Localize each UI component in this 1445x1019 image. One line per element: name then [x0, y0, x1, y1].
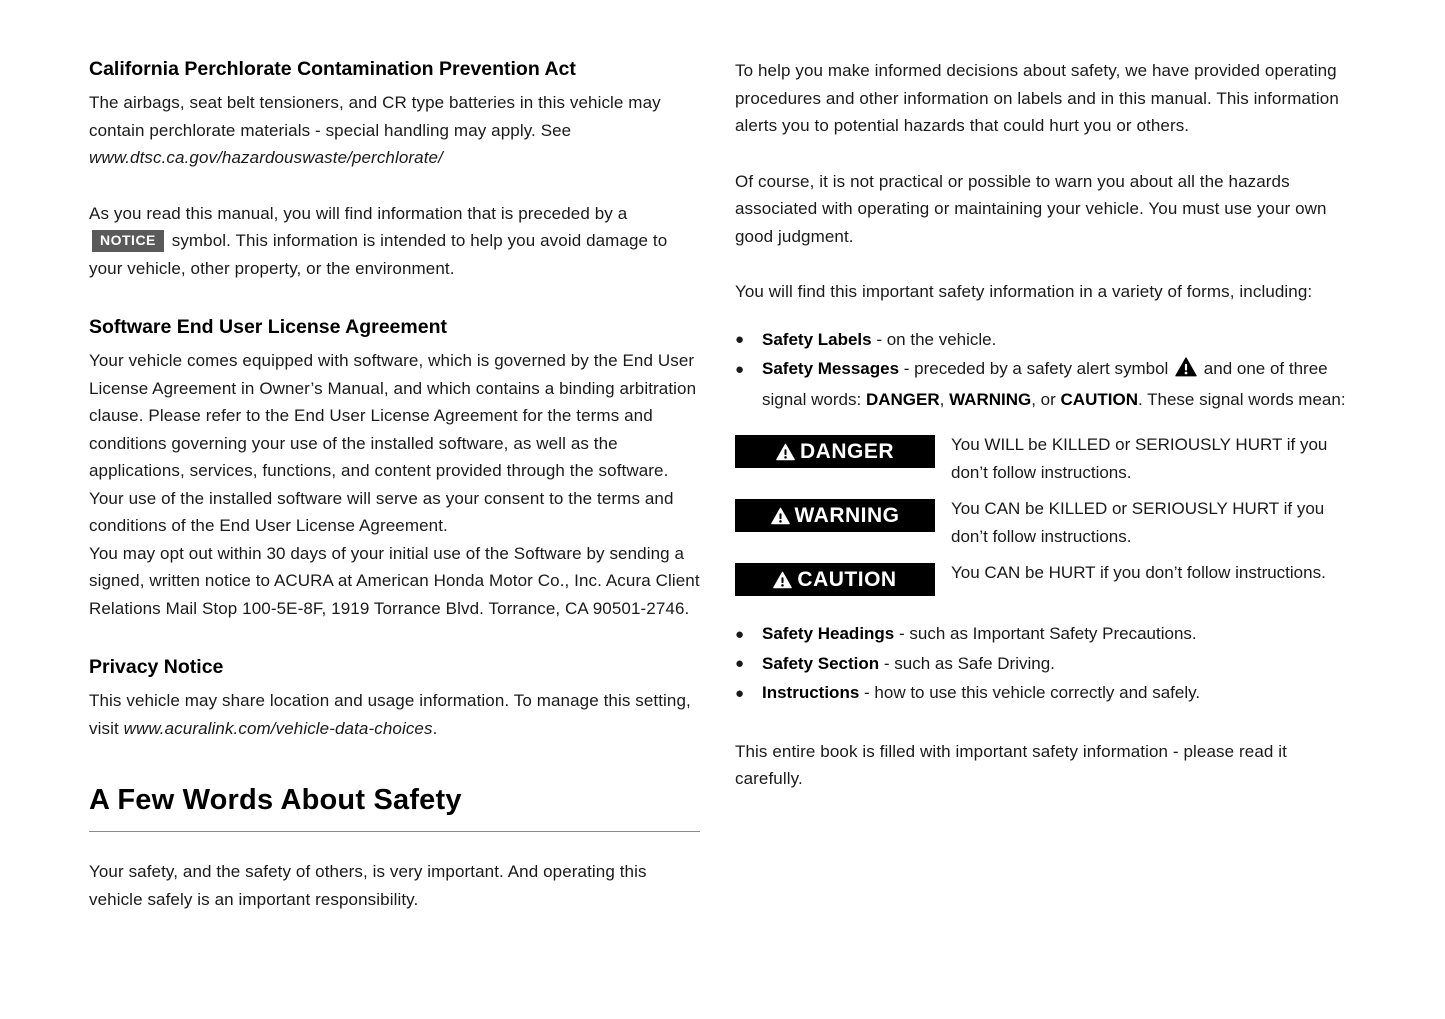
- danger-row: [735, 435, 1347, 486]
- warning-description: You CAN be KILLED or SERIOUSLY HURT if you don’t follow instructions.: [951, 499, 1325, 546]
- safety-section-label: Safety Section: [762, 653, 880, 673]
- right-column: [735, 57, 1347, 1019]
- software-eula-paragraph-1: Your vehicle comes equipped with software, which is governed by the End User License Agreement in Owner’s Manual, and which contains a binding arbitration clause. Please refer to the End User License Agreement for the terms and conditions governing your use of the installed software, as well as the applications, services, functions, and content provided through the software. Your use of the installed software will serve as your consent to the terms and conditions of the End User License Agreement.: [89, 351, 697, 535]
- signal-words-table: [735, 435, 1347, 596]
- caution-badge: [735, 563, 935, 596]
- signal-word-danger: DANGER: [865, 389, 940, 409]
- perchlorate-text: The airbags, seat belt tensioners, and CR type batteries in this vehicle may contain perchlorate materials - special handling may apply. See: [89, 93, 661, 140]
- section-heading-software-eula: Software End User License Agreement: [89, 316, 447, 338]
- left-column: [89, 57, 700, 1019]
- privacy-text: This vehicle may share location and usage information. To manage this setting, visit: [89, 691, 691, 738]
- title-divider: [89, 831, 700, 832]
- perchlorate-paragraph: [89, 89, 700, 172]
- safety-forms-list-continued: [735, 620, 1347, 707]
- caution-badge-label: CAUTION: [797, 567, 897, 591]
- warning-badge: [735, 499, 935, 532]
- safety-alert-icon: [1175, 357, 1197, 386]
- section-heading-perchlorate: California Perchlorate Contamination Prevention Act: [89, 58, 576, 80]
- notice-paragraph: [89, 200, 700, 283]
- signal-sep-1: ,: [939, 389, 950, 409]
- safety-labels-text: - on the vehicle.: [871, 329, 997, 349]
- list-item-safety-messages: [735, 355, 1347, 413]
- notice-text-before: As you read this manual, you will find information that is preceded by a: [89, 203, 628, 223]
- warning-badge-label: WARNING: [794, 503, 900, 527]
- safety-info-paragraph-3: You will find this important safety information in a variety of forms, including:: [735, 282, 1313, 301]
- bullet-icon: ●: [735, 655, 745, 672]
- safety-messages-seg-2: and one of three signal words:: [762, 359, 1328, 409]
- signal-word-warning: WARNING: [949, 389, 1032, 409]
- signal-word-caution: CAUTION: [1060, 389, 1138, 409]
- caution-row: [735, 563, 1347, 596]
- bullet-icon: ●: [735, 684, 745, 702]
- danger-description: You WILL be KILLED or SERIOUSLY HURT if you don’t follow instructions.: [951, 435, 1328, 482]
- warning-triangle-icon: [773, 571, 792, 589]
- warning-triangle-icon: [776, 443, 795, 461]
- warning-row: [735, 499, 1347, 550]
- software-eula-paragraph-2: You may opt out within 30 days of your initial use of the Software by sending a signed, written notice to ACURA at American Honda Motor Co., Inc. Acura Client Relations Mail Stop 100-5E-8F, 1919 Torrance Blvd. Torrance, CA 90501-2746.: [89, 543, 700, 618]
- signal-sep-2: , or: [1031, 389, 1061, 409]
- privacy-paragraph: [89, 687, 700, 742]
- perchlorate-url: www.dtsc.ca.gov/hazardouswaste/perchlorate/: [89, 148, 443, 167]
- list-item-instructions: [735, 679, 1347, 707]
- safety-forms-list: [735, 326, 1347, 414]
- bullet-icon: ●: [735, 331, 745, 348]
- bullet-icon: ●: [735, 360, 745, 378]
- safety-headings-text: - such as Important Safety Precautions.: [894, 624, 1197, 643]
- caution-description: You CAN be HURT if you don’t follow instructions.: [951, 563, 1326, 582]
- instructions-text: - how to use this vehicle correctly and safely.: [859, 683, 1201, 702]
- instructions-label: Instructions: [762, 683, 860, 702]
- section-heading-privacy: Privacy Notice: [89, 656, 224, 678]
- safety-messages-label: Safety Messages: [762, 359, 900, 378]
- safety-headings-label: Safety Headings: [762, 624, 895, 643]
- bullet-icon: ●: [735, 625, 745, 643]
- danger-badge: [735, 435, 935, 468]
- warning-triangle-icon: [771, 507, 790, 525]
- safety-labels-label: Safety Labels: [762, 329, 872, 349]
- safety-messages-seg-1: - preceded by a safety alert symbol: [899, 359, 1174, 378]
- page-title-safety: A Few Words About Safety: [89, 784, 462, 816]
- danger-badge-label: DANGER: [799, 439, 894, 463]
- safety-section-text: - such as Safe Driving.: [879, 653, 1055, 673]
- notice-badge: NOTICE: [92, 230, 164, 252]
- list-item-safety-headings: [735, 620, 1347, 648]
- safety-intro-paragraph: Your safety, and the safety of others, is very important. And operating this vehicle safely is an important responsibility.: [89, 862, 647, 909]
- privacy-period: .: [432, 718, 438, 738]
- closing-paragraph: This entire book is filled with important safety information - please read it carefully.: [735, 741, 1287, 788]
- safety-info-paragraph-2: Of course, it is not practical or possible to warn you about all the hazards associated with operating or maintaining your vehicle. You must use your own good judgment.: [735, 171, 1327, 246]
- safety-info-paragraph-1: To help you make informed decisions about safety, we have provided operating procedures and other information on labels and in this manual. This information alerts you to potential hazards that could hurt you or others.: [735, 61, 1339, 135]
- list-item-safety-labels: [735, 326, 1347, 354]
- notice-text-after: symbol. This information is intended to help you avoid damage to your vehicle, other property, or the environment.: [89, 231, 668, 278]
- privacy-url: www.acuralink.com/vehicle-data-choices: [123, 718, 433, 738]
- safety-messages-seg-3: . These signal words mean:: [1137, 389, 1346, 409]
- list-item-safety-section: [735, 650, 1347, 678]
